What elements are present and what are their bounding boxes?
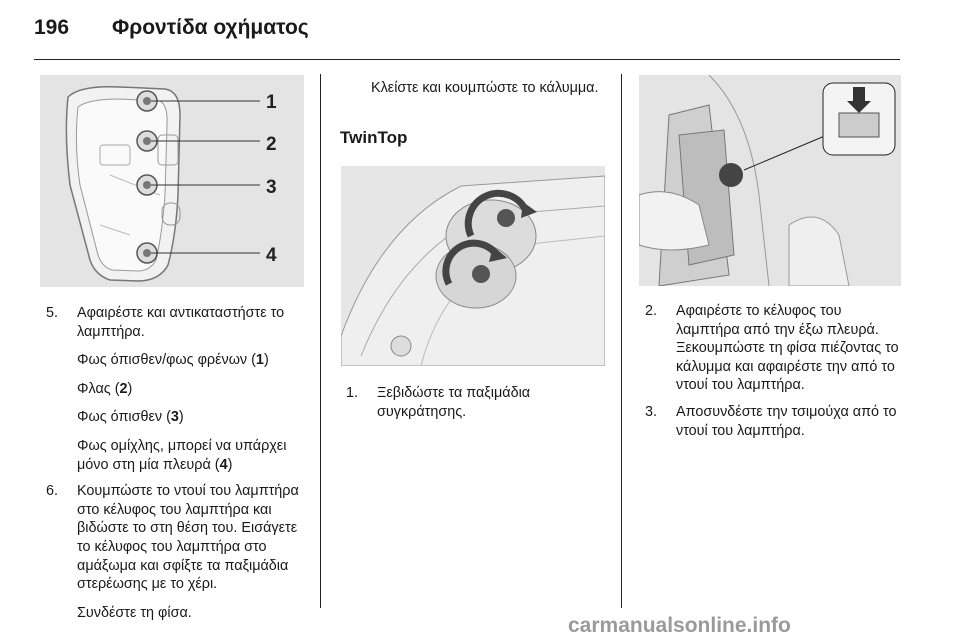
column-2-text bbox=[346, 384, 605, 421]
section-heading-twintop: TwinTop bbox=[340, 128, 408, 147]
figure-trunk-nuts bbox=[341, 166, 605, 366]
page-title: Φροντίδα οχήματος bbox=[112, 16, 309, 39]
page-number: 196 bbox=[34, 16, 70, 39]
watermark: carmanualsonline.info bbox=[568, 614, 791, 637]
column-3-text bbox=[645, 302, 903, 440]
step-6: 6. Κουμπώστε το ντουί του λαμπτήρα στο κέλυφος του λαμπτήρα και βιδώστε το στη θέση του. Εισάγετε το κέλυφος του λαμπτήρα στο αμάξωμα και σφίξτε τα παξιμάδια στερέωσης με το χέρι. bbox=[46, 483, 299, 593]
step-5: 5. Αφαιρέστε και αντικαταστήστε το λαμπτήρα. bbox=[46, 305, 285, 340]
lamp-line-2: Φλας (2) bbox=[77, 380, 133, 397]
step-1: 1. Ξεβιδώστε τα παξιμάδια συγκράτησης. bbox=[346, 385, 531, 420]
lamp-line-1: Φως όπισθεν/φως φρένων (1) bbox=[77, 352, 269, 369]
column-divider-2 bbox=[621, 74, 622, 608]
step-2: 2. Αφαιρέστε το κέλυφος του λαμπτήρα από την έξω πλευρά. Ξεκουμπώστε τη φίσα πιέζοντας το κάλυμμα και αφαιρέστε την από το ντουί του λαμπτήρα. bbox=[645, 303, 899, 394]
lamp-line-3: Φως όπισθεν (3) bbox=[77, 409, 184, 426]
callout-3: 3 bbox=[266, 177, 277, 198]
figure-lamp-holder bbox=[40, 75, 304, 287]
callout-2: 2 bbox=[266, 134, 277, 155]
column-divider-1 bbox=[320, 74, 321, 608]
connect-plug-line: Συνδέστε τη φίσα. bbox=[77, 604, 192, 621]
close-cover-text: Κλείστε και κουμπώστε το κάλυμμα. bbox=[371, 80, 599, 96]
header-rule bbox=[34, 59, 900, 60]
step-3: 3. Αποσυνδέστε την τσιμούχα από το ντουί του λαμπτήρα. bbox=[645, 403, 897, 439]
callout-1: 1 bbox=[266, 92, 277, 113]
column-1-text bbox=[46, 304, 308, 622]
figure-lamp-housing-removal bbox=[639, 75, 901, 286]
lamp-line-4: Φως ομίχλης, μπορεί να υπάρχει μόνο στη μία πλευρά (4) bbox=[77, 437, 287, 473]
callout-4: 4 bbox=[266, 245, 277, 266]
